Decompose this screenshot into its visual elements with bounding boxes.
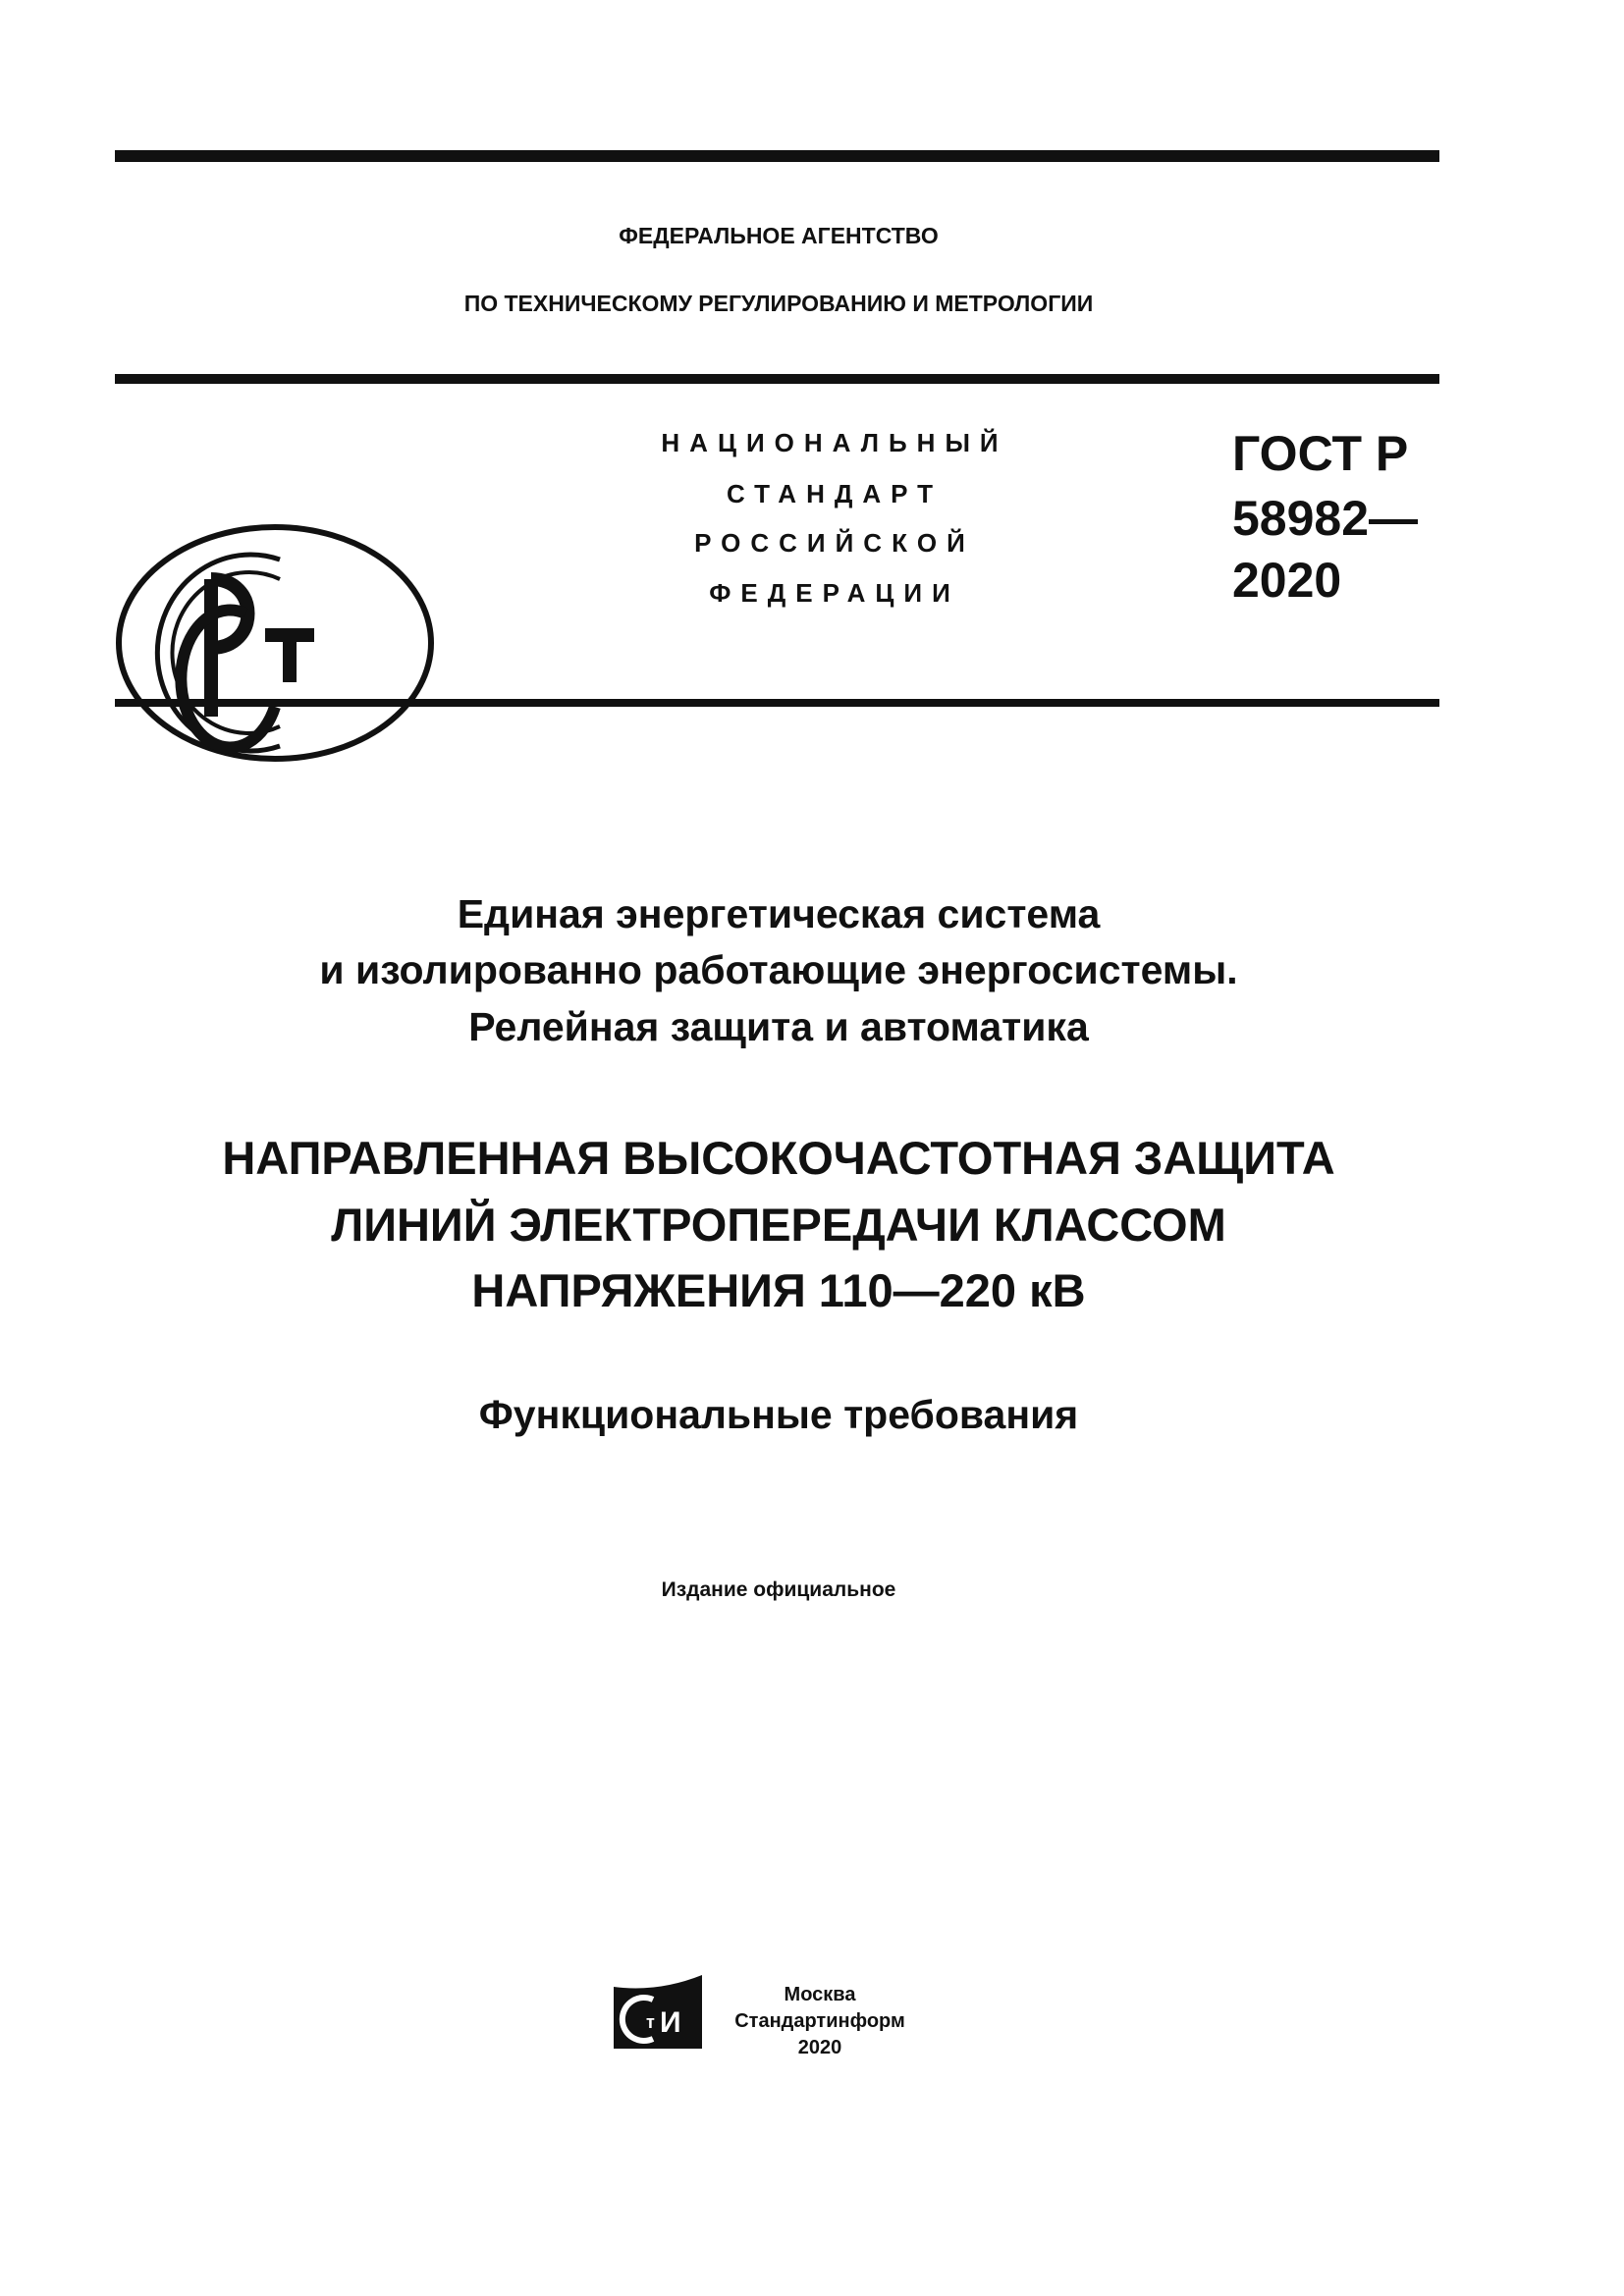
header-rule [115, 374, 1439, 384]
agency-line-1: ФЕДЕРАЛЬНОЕ АГЕНТСТВО [619, 223, 939, 248]
block-rule [115, 699, 1439, 707]
svg-text:И: И [660, 2006, 681, 2039]
main-title-3: НАПРЯЖЕНИЯ 110—220 кВ [471, 1264, 1086, 1316]
series-title-3: Релейная защита и автоматика [468, 1004, 1089, 1049]
gost-label: ГОСТ Р [1232, 426, 1409, 481]
svg-text:т: т [646, 2012, 655, 2032]
publisher-name: Стандартинформ [734, 2010, 905, 2032]
subtitle: Функциональные требования [478, 1392, 1079, 1437]
publisher-year: 2020 [797, 2037, 842, 2058]
top-rule [115, 150, 1439, 162]
edition-label: Издание официальное [661, 1578, 896, 1601]
rst-logo [113, 520, 437, 766]
main-title-1: НАПРАВЛЕННАЯ ВЫСОКОЧАСТОТНАЯ ЗАЩИТА [222, 1132, 1335, 1184]
main-title-2: ЛИНИЙ ЭЛЕКТРОПЕРЕДАЧИ КЛАССОМ [331, 1199, 1226, 1251]
publisher-city: Москва [784, 1984, 856, 2005]
series-title-2: и изолированно работающие энергосистемы. [319, 947, 1238, 992]
series-title-1: Единая энергетическая система [457, 891, 1101, 936]
national-line-4: ФЕДЕРАЦИИ [709, 578, 960, 608]
national-line-2: СТАНДАРТ [726, 479, 944, 508]
gost-year: 2020 [1232, 553, 1342, 608]
gost-number: 58982— [1232, 491, 1419, 546]
national-line-1: НАЦИОНАЛЬНЫЙ [661, 428, 1008, 457]
agency-line-2: ПО ТЕХНИЧЕСКОМУ РЕГУЛИРОВАНИЮ И МЕТРОЛОГИИ [463, 291, 1094, 316]
standartinform-logo [609, 1975, 707, 2054]
national-line-3: РОССИЙСКОЙ [694, 528, 975, 558]
